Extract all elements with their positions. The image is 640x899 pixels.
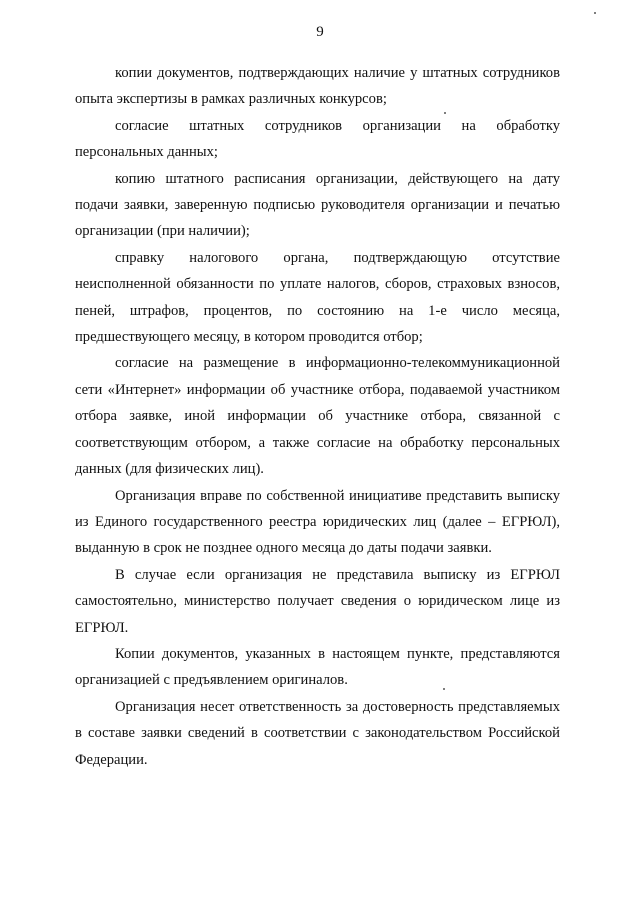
scan-speck — [594, 12, 596, 14]
paragraph-egrul-ministry: В случае если организация не представила выписку из ЕГРЮЛ самостоятельно, министерство получает сведения о юридическом лице из ЕГРЮЛ. — [75, 566, 560, 636]
document-body — [75, 60, 560, 773]
paragraph-tax-certificate: справку налогового органа, подтверждающую отсутствие неисполненной обязанности по уплате налогов, сборов, страховых взносов, пеней, штрафов, процентов, по состоянию на 1-е число месяца, предшествующего месяцу, в котором проводится отбор; — [75, 249, 560, 346]
paragraph-responsibility: Организация несет ответственность за достоверность представляемых в составе заявки сведений в соответствии с законодательством Российской Федерации. — [75, 698, 560, 768]
page-number: 9 — [316, 24, 324, 40]
scan-speck — [443, 688, 445, 690]
paragraph-staff-consent: согласие штатных сотрудников организации на обработку персональных данных; — [75, 117, 560, 161]
paragraph-staff-schedule: копию штатного расписания организации, действующего на дату подачи заявки, заверенную подписью руководителя организации и печатью организации (при наличии); — [75, 170, 560, 240]
paragraph-internet-consent: согласие на размещение в информационно-телекоммуникационной сети «Интернет» информации об участнике отбора, подаваемой участником отбора заявке, иной информации об участнике отбора, связанной с соответствующим отбором, а также согласие на обработку персональных данных (для физических лиц). — [75, 355, 560, 478]
paragraph-originals: Копии документов, указанных в настоящем пункте, представляются организацией с предъявлением оригиналов. — [75, 645, 560, 689]
scan-speck — [444, 112, 446, 114]
paragraph-egrul-extract: Организация вправе по собственной инициативе представить выписку из Единого государственного реестра юридических лиц (далее – ЕГРЮЛ), выданную в срок не позднее одного месяца до даты подачи заявки. — [75, 487, 560, 557]
paragraph-document-copies: копии документов, подтверждающих наличие у штатных сотрудников опыта экспертизы в рамках различных конкурсов; — [75, 65, 560, 108]
